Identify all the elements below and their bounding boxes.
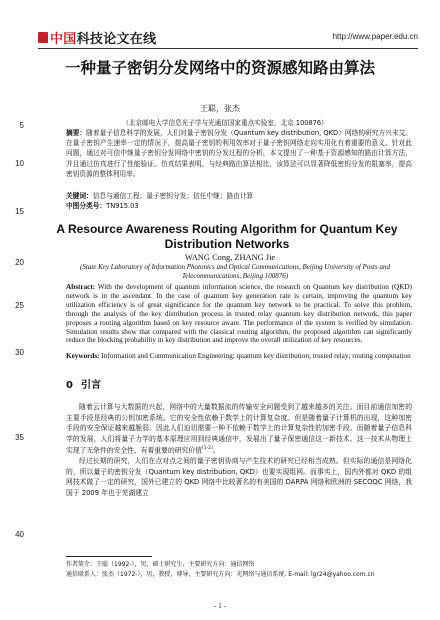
line-number: 15: [15, 207, 24, 216]
footnote-divider: [66, 556, 152, 557]
abstract-cn-text: 随着量子信息科学的发展，人们对量子密钥分发（Quantum key distribution, QKD）网络的研究方兴未艾。在量子密钥产生速率一定的情况下，提高量子密钥的利用效率对于量子密钥网络走向实用化有着重要的意义。针对此问题，通过对可信中继量子密钥分发网络中密钥的分发过程的分析，本文提出了一种基于资源感知的路由计算方法，并且通过仿真进行了性能验证。仿真结果表明，与经典路由算法相比，该算法可以显著降低密钥分发的阻塞率，提高密钥资源的整体利用率。: [66, 129, 412, 178]
keywords-cn-label: 关键词：: [66, 192, 93, 200]
header-divider: [38, 48, 418, 49]
footnote-author: 作者简介：王聪（1992-），男，硕士研究生，主要研究方向：通信网络: [66, 561, 255, 568]
line-number: 40: [15, 530, 24, 539]
site-logo[interactable]: [38, 29, 156, 45]
line-number: 20: [15, 258, 24, 267]
keywords-cn-text: 信息与通信工程；量子密钥分发；信任中继；路由计算: [92, 192, 254, 200]
section-title: 引言: [80, 380, 101, 391]
abstract-en-label: Abstract:: [66, 283, 96, 291]
authors-en: WANG Cong, ZHANG Jie: [184, 253, 276, 262]
title-cn: 一种量子密钥分发网络中的资源感知路由算法: [64, 59, 375, 77]
watermark: 试读: [138, 296, 171, 325]
abstract-cn-label: 摘要：: [66, 129, 87, 137]
page-number: - 1 -: [214, 602, 226, 610]
classification-cn: [66, 201, 412, 211]
keywords-en-text: Information and Communication Engineering; quantum key distribution; trusted relay; routing computation: [101, 352, 411, 360]
citation[interactable]: [1-2]: [201, 446, 213, 452]
site-url[interactable]: http://www.paper.edu.cn: [332, 32, 418, 41]
section-number: 0: [66, 380, 73, 391]
line-number: 10: [15, 159, 24, 168]
line-number: 35: [15, 433, 24, 442]
classification-label: 中图分类号：: [66, 202, 107, 210]
title-en: A Resource Awareness Routing Algorithm for Quantum Key Distribution Networks: [56, 222, 398, 251]
keywords-en: [66, 352, 412, 361]
logo-mark-icon: [38, 32, 48, 43]
line-number: 30: [15, 348, 24, 357]
paragraph: 随着云计算与大数据的兴起，网络中的大量数据流的传输安全问题受到了越来越多的关注。而目前通信加密的主要手段是经典的公钥加密系统。它的安全性依赖于数学上的计算复杂度。但是随着量子计算机的出现，这种加密手段的安全保证越来越脆弱。因此人们迫切需要一种不依赖于数学上的计算复杂性的加密手段。而随着量子信息科学的发展，人们将量子力学的基本原理应用到经典通信中，发展出了量子保密通信这一新技术。这一技术从物理上实现了无条件的安全性，有着重要的研究价值[1-2]。: [66, 403, 412, 455]
line-number: 5: [19, 121, 24, 130]
keywords-cn: [66, 191, 412, 201]
abstract-en-text: With the development of quantum information science, the research on Quantum key distribution (QKD) network is in the ascendant. In the case of quantum key generation rate is certain, improving the quantum key utilization efficiency is of great significance for the quantum key network to be practical. To solve this problem, through the analysis of the key distribution process in trusted relay quantum key distribution network, this paper proposes a routing algorithm based on key resource aware. The performance of the system is verified by simulation. Simulation results show that compared with the classical routing algorithm, the proposed algorithm can significantly reduce the blocking probability in key distribution and improve the overall utilization of key resources.: [66, 283, 413, 345]
introduction-body: [66, 402, 412, 499]
affiliation-cn: （北京邮电大学信息光子学与光通信国家重点实验室，北京 100876）: [122, 119, 328, 127]
logo-text: 中国科技论文在线: [50, 31, 157, 47]
section-heading: [66, 376, 101, 391]
classification-code: TN915.03: [106, 202, 139, 210]
line-number: 25: [15, 301, 24, 310]
affiliation-en: (State Key Laboratory of Information Photonics and Optical Communications, Beijing University of Posts and Telecommunications, Beijing 100876): [80, 263, 390, 280]
authors-cn: 王聪，张杰: [200, 104, 240, 113]
abstract-en: [66, 283, 412, 345]
page-header: [38, 26, 418, 48]
abstract-cn: [66, 128, 412, 179]
paragraph: 经过长期的研究，人们在点对点之间的量子密钥协商与产生技术的研究已经相当成熟。但实际的通信是网络化的，所以量子的密钥分发（Quantum key distribution, QKD）也要实现组网。而事实上，国内外都对 QKD 的组网技术做了一定的研究，国外已建立的 QKD 网络中比较著名的有美国的 DARPA 网络和欧洲的 SECOQC 网络，我国于 2009 年也于芜湖建立: [66, 457, 412, 498]
footnote-contact: 通信联系人：张杰（1972-），男，教授，博导，主要研究方向：光网络与通信系统. E-mail: lgr24@yahoo.com.cn: [66, 571, 375, 578]
keywords-en-label: Keywords:: [66, 352, 100, 360]
watermark: 试读: [298, 416, 331, 445]
